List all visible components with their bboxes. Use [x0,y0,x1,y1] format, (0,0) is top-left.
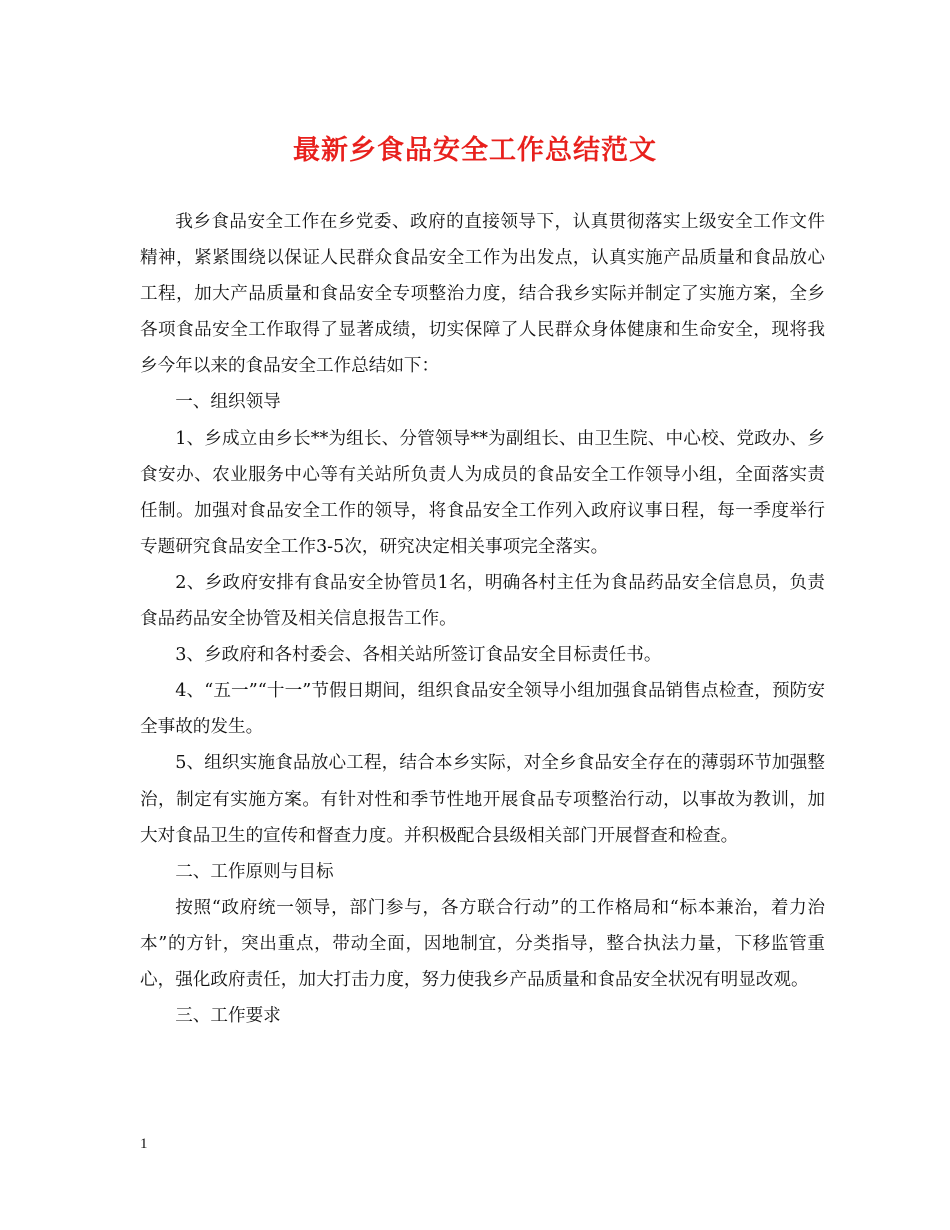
principles-paragraph: 按照“政府统一领导，部门参与，各方联合行动”的工作格局和“标本兼治，着力治本”的方针，突出重点，带动全面，因地制宜，分类指导，整合执法力量，下移监管重心，强化政府责任，加大打击力度，努力使我乡产品质量和食品安全状况有明显改观。 [140,897,825,990]
section-heading-1: 一、组织领导 [175,392,281,413]
section-heading-3: 三、工作要求 [175,1006,281,1027]
item-paragraph-2: 2、乡政府安排有食品安全协管员1名，明确各村主任为食品药品安全信息员，负责食品药品安全协管及相关信息报告工作。 [140,572,825,630]
item-paragraph-3: 3、乡政府和各村委会、各相关站所签订食品安全目标责任书。 [175,645,662,666]
document-body [140,204,825,1034]
item-paragraph-5: 5、组织实施食品放心工程，结合本乡实际，对全乡食品安全存在的薄弱环节加强整治，制定有实施方案。有针对性和季节性地开展食品专项整治行动，以事故为教训，加大对食品卫生的宣传和督查力度。并积极配合县级相关部门开展督查和检查。 [140,753,825,846]
page-number: 1 [140,1136,148,1152]
section-heading-2: 二、工作原则与目标 [175,861,334,882]
document-title: 最新乡食品安全工作总结范文 [293,135,657,166]
intro-paragraph: 我乡食品安全工作在乡党委、政府的直接领导下，认真贯彻落实上级安全工作文件精神，紧紧围绕以保证人民群众食品安全工作为出发点，认真实施产品质量和食品放心工程，加大产品质量和食品安全专项整治力度，结合我乡实际并制定了实施方案，全乡各项食品安全工作取得了显著成绩，切实保障了人民群众身体健康和生命安全，现将我乡今年以来的食品安全工作总结如下： [140,212,825,377]
item-paragraph-1: 1、乡成立由乡长**为组长、分管领导**为副组长、由卫生院、中心校、党政办、乡食安办、农业服务中心等有关站所负责人为成员的食品安全工作领导小组，全面落实责任制。加强对食品安全工作的领导，将食品安全工作列入政府议事日程，每一季度举行专题研究食品安全工作3-5次，研究决定相关事项完全落实。 [140,428,825,557]
item-paragraph-4: 4、“五一”“十一”节假日期间，组织食品安全领导小组加强食品销售点检查，预防安全事故的发生。 [140,681,825,738]
